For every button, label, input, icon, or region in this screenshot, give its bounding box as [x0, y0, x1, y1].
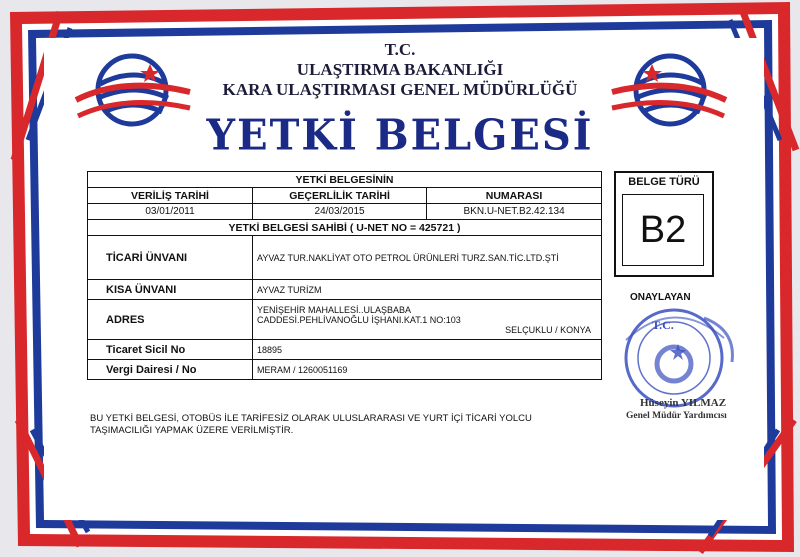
- approver-label: ONAYLAYAN: [630, 292, 691, 303]
- document-type-value: B2: [622, 194, 704, 266]
- signer-name: Hüseyin YILMAZ: [640, 397, 727, 409]
- trade-registry-value: 18895: [253, 340, 602, 360]
- short-name-label: KISA ÜNVANI: [88, 280, 253, 300]
- header-tc: T.C.: [384, 40, 416, 59]
- header-ministry: ULAŞTIRMA BAKANLIĞI: [296, 60, 504, 79]
- number-value: BKN.U-NET.B2.42.134: [427, 204, 602, 220]
- validity-date-value: 24/03/2015: [253, 204, 427, 220]
- footer-note: [90, 413, 550, 437]
- validity-date-header: GEÇERLİLİK TARİHİ: [253, 188, 427, 204]
- trade-name-label: TİCARİ ÜNVANI: [88, 236, 253, 280]
- footer-note-line1: BU YETKİ BELGESİ, OTOBÜS İLE TARİFESİZ OLARAK ULUSLARARASI VE YURT İÇİ TİCARİ YOLCU: [90, 413, 532, 424]
- address-label: ADRES: [88, 300, 253, 340]
- short-name-value: AYVAZ TURİZM: [253, 280, 602, 300]
- address-line2: CADDESİ.PEHLİVANOĞLU İŞHANI.KAT.1 NO:103: [257, 314, 461, 325]
- document-title: YETKİ BELGESİ: [206, 110, 594, 161]
- signer-title: Genel Müdür Yardımcısı: [626, 411, 727, 421]
- tax-office-value: MERAM / 1260051169: [253, 360, 602, 380]
- address-city: SELÇUKLU / KONYA: [505, 324, 591, 335]
- stamp-text: T.C.: [652, 318, 674, 332]
- address-value: [253, 300, 602, 340]
- trade-registry-label: Ticaret Sicil No: [88, 340, 253, 360]
- header-directorate: KARA ULAŞTIRMASI GENEL MÜDÜRLÜĞÜ: [222, 80, 578, 99]
- number-header: NUMARASI: [427, 188, 602, 204]
- trade-name-value: AYVAZ TUR.NAKLİYAT OTO PETROL ÜRÜNLERİ TURZ.SAN.TİC.LTD.ŞTİ: [253, 236, 602, 280]
- issue-date-header: VERİLİŞ TARİHİ: [88, 188, 253, 204]
- section-title: YETKİ BELGESİNİN: [88, 172, 602, 188]
- document-type-label: BELGE TÜRÜ: [628, 176, 700, 188]
- issue-date-value: 03/01/2011: [88, 204, 253, 220]
- owner-title: YETKİ BELGESİ SAHİBİ ( U-NET NO = 425721 ): [88, 220, 602, 236]
- footer-note-line2: TAŞIMACILIĞI YAPMAK ÜZERE VERİLMİŞTİR.: [90, 425, 294, 436]
- official-stamp-icon: [612, 300, 742, 410]
- address-line1: YENİŞEHİR MAHALLESİ..ULAŞBABA: [257, 304, 412, 315]
- certificate-table: [87, 171, 602, 380]
- tax-office-label: Vergi Dairesi / No: [88, 360, 253, 380]
